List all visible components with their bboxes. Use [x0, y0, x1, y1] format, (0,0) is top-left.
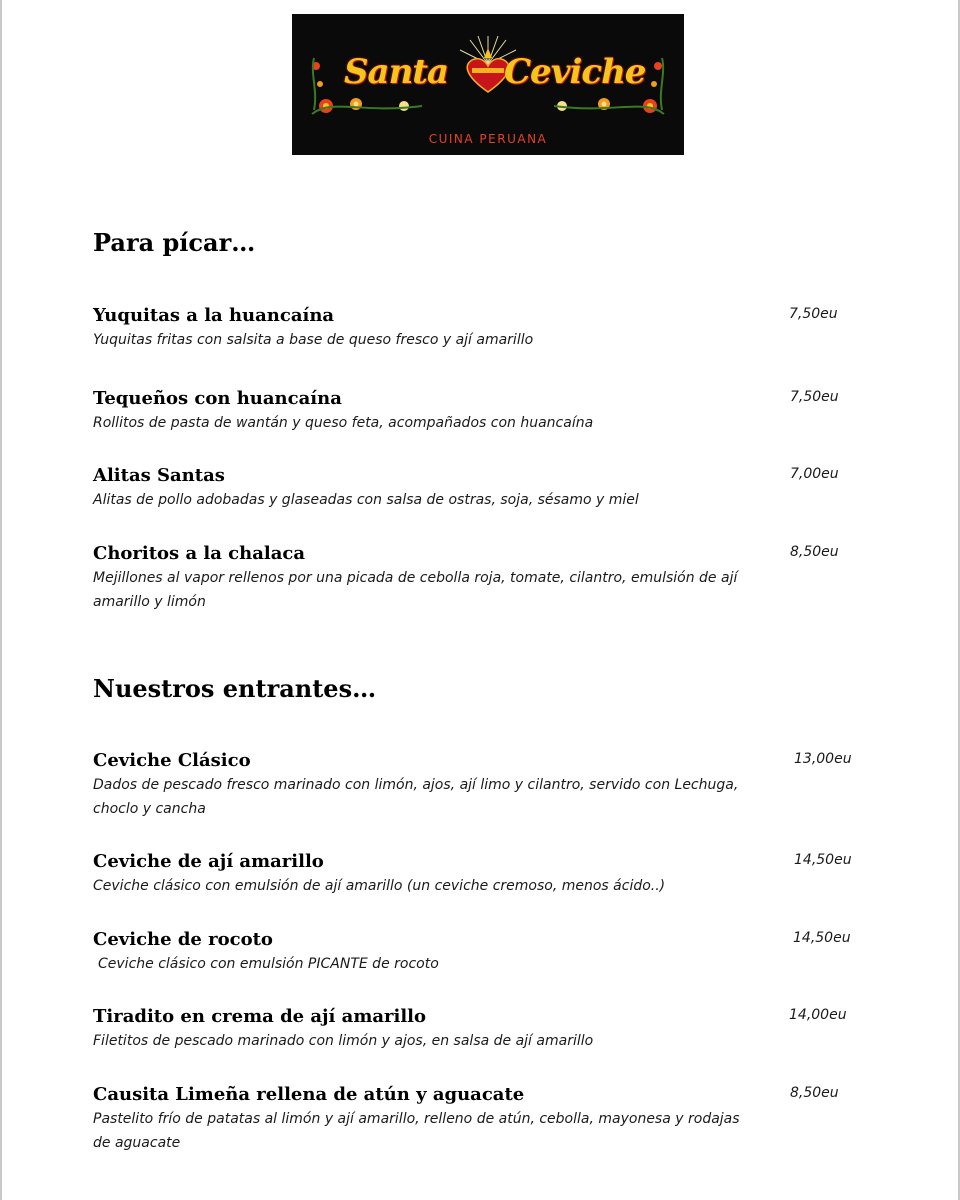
- menu-item: [93, 850, 873, 898]
- logo-word-left: Santa: [344, 52, 449, 92]
- item-name: Tiradito en crema de ají amarillo: [93, 1006, 427, 1027]
- item-price: 14,50eu: [793, 930, 851, 946]
- item-description: Ceviche clásico con emulsión PICANTE de rocoto: [98, 956, 439, 972]
- menu-item: [93, 387, 873, 435]
- item-description: Pastelito frío de patatas al limón y ají amarillo, relleno de atún, cebolla, mayonesa y rodajas de aguacate: [93, 1111, 740, 1151]
- item-price: 8,50eu: [790, 544, 839, 560]
- menu-item: [93, 1083, 873, 1155]
- item-price: 14,00eu: [789, 1007, 847, 1023]
- item-name: Ceviche de ají amarillo: [93, 851, 324, 872]
- item-description: Filetitos de pescado marinado con limón y ajos, en salsa de ají amarillo: [93, 1033, 594, 1049]
- section-title: Para pícar…: [93, 228, 256, 257]
- item-price: 7,50eu: [790, 389, 839, 405]
- page-edge-left: [0, 0, 2, 1200]
- item-price: 14,50eu: [794, 852, 852, 868]
- item-description: Mejillones al vapor rellenos por una picada de cebolla roja, tomate, cilantro, emulsión de ají amarillo y limón: [93, 570, 738, 610]
- item-name: Alitas Santas: [93, 465, 225, 486]
- item-name: Yuquitas a la huancaína: [93, 305, 335, 326]
- item-name: Causita Limeña rellena de atún y aguacate: [93, 1084, 525, 1105]
- logo-word-right: Ceviche: [504, 52, 646, 92]
- menu-item: [93, 749, 873, 821]
- item-name: Ceviche Clásico: [93, 750, 251, 771]
- logo-subtitle: CUINA PERUANA: [428, 132, 548, 146]
- item-description: Rollitos de pasta de wantán y queso feta, acompañados con huancaína: [93, 415, 594, 431]
- restaurant-logo: [292, 14, 684, 155]
- item-description: Alitas de pollo adobadas y glaseadas con salsa de ostras, soja, sésamo y miel: [93, 492, 639, 508]
- item-price: 7,50eu: [789, 306, 838, 322]
- menu-item: [93, 464, 873, 512]
- item-name: Ceviche de rocoto: [93, 929, 273, 950]
- menu-item: [93, 928, 873, 976]
- menu-item: [93, 1005, 873, 1053]
- item-price: 13,00eu: [794, 751, 852, 767]
- menu-item: [93, 304, 873, 352]
- section-title: Nuestros entrantes…: [93, 674, 377, 703]
- item-price: 8,50eu: [790, 1085, 839, 1101]
- item-description: Yuquitas fritas con salsita a base de queso fresco y ají amarillo: [93, 332, 534, 348]
- item-description: Ceviche clásico con emulsión de ají amarillo (un ceviche cremoso, menos ácido..): [93, 878, 666, 894]
- item-price: 7,00eu: [790, 466, 839, 482]
- item-name: Choritos a la chalaca: [93, 543, 305, 564]
- item-name: Tequeños con huancaína: [93, 388, 342, 409]
- menu-item: [93, 542, 873, 614]
- item-description: Dados de pescado fresco marinado con limón, ajos, ají limo y cilantro, servido con Lechuga, choclo y cancha: [93, 777, 739, 817]
- sacred-heart-icon: [467, 48, 509, 92]
